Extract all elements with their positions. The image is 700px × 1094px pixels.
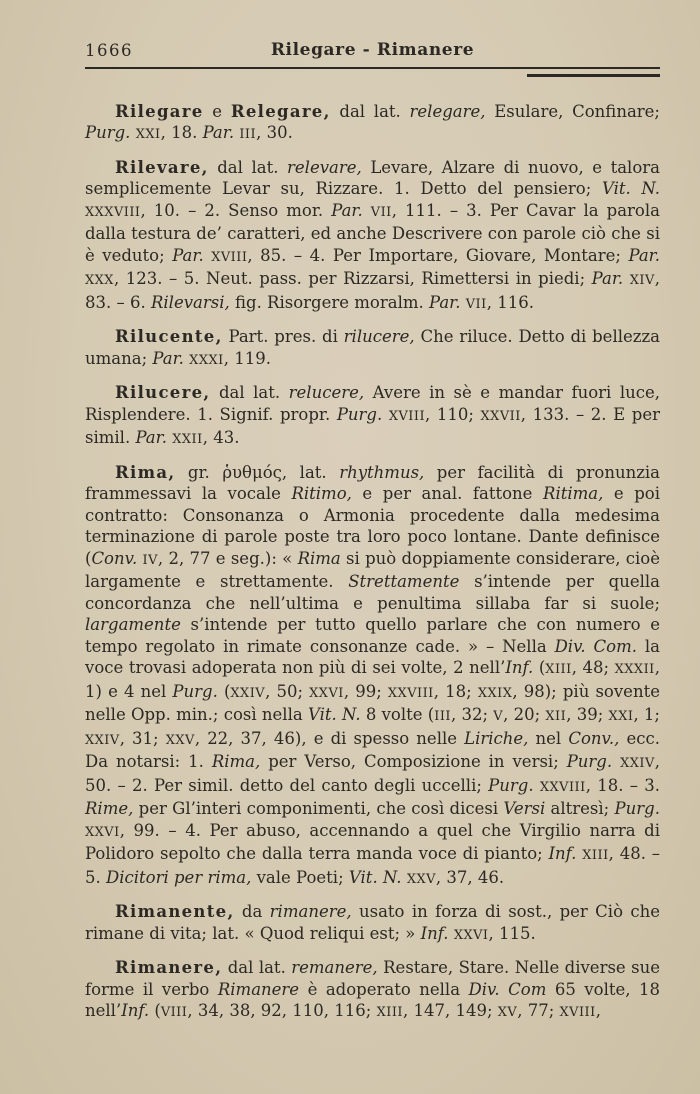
entry-rilucere: Rilucere, dal lat. relucere, Avere in sè e mandar fuori luce, Risplendere. 1. Signif. propr. Purg. XVIII, 110; XXVII, 133. – 2. E per simil. Par. XXII, 43. [85,383,661,447]
page-number: 1666 [85,41,133,60]
entry-rilucente: Rilucente, Part. pres. di rilucere, Che riluce. Detto di bellezza umana; Par. XXXI, 119. [85,327,660,368]
header-rule [85,67,660,69]
entry-rima: Rima, gr. ῥυθμός, lat. rhythmus, per facilità di pronunzia frammessavi la vocale Ritimo, e per anal. fattone Ritima, e poi contratto: Consonanza o Armonia procedente dalla medesima terminazione di parole poste tra loro poco lontane. Dante definisce (Conv. IV, 2, 77 e seg.): « Rima si può doppiamente considerare, cioè largamente e strettamente. Strettamente s’intende per quella concordanza che nell’ultima e penultima sillaba far si suole; largamente s’intende per tutto quello parlare che con numero e tempo regolato in rimate consonanze cade. » – Nella Div. Com. la voce trovasi adoperata non più di sei volte, 2 nell’Inf. (XIII, 48; XXXII, 1) e 4 nel Purg. (XXIV, 50; XXVI, 99; XXVIII, 18; XXIX, 98); più sovente nelle Opp. min.; così nella Vit. N. 8 volte (III, 32; V, 20; XII, 39; XXI, 1; XXIV, 31; XXV, 22, 37, 46), e di spesso nelle Liriche, nel Conv., ecc. Da notarsi: 1. Rima, per Verso, Composizione in versi; Purg. XXIV, 50. – 2. Per simil. detto del canto degli uccelli; Purg. XXVIII, 18. – 3. Rime, per Gl’interi componimenti, che così dicesi Versi altresì; Purg. XXVI, 99. – 4. Per abuso, accennando a quel che Virgilio narra di Polidoro sepolto che dalla terra manda voce di pianto; Inf. XIII, 48. – 5. Dicitori per rima, vale Poeti; Vit. N. XXV, 37, 46. [85,462,661,887]
entry-rilevare: Rilevare, dal lat. relevare, Levare, Alzare di nuovo, e talora semplicemente Levar su, Rizzare. 1. Detto del pensiero; Vit. N. XXXVIII, 10. – 2. Senso mor. Par. VII, 111. – 3. Per Cavar la parola dalla testura de’ caratteri, ed anche Descrivere con parole ciò che si è veduto; Par. XVIII, 85. – 4. Per Importare, Giovare, Montare; Par. XXX, 123. – 5. Neut. pass. per Rizzarsi, Rimettersi in piedi; Par. XIV, 83. – 6. Rilevarsi, fig. Risorgere moralm. Par. VII, 116. [85,157,660,312]
page-header [85,40,660,62]
running-header-title: Rilegare - Rimanere [270,40,475,60]
entry-rilegare: Rilegare e Relegare, dal lat. relegare, Esulare, Confinare; Purg. XXI, 18. Par. III, 30. [85,101,660,142]
entry-rimanere: Rimanere, dal lat. remanere, Restare, Stare. Nelle diverse sue forme il verbo Rimanere è adoperato nella Div. Com 65 volte, 18 nell’Inf. (VIII, 34, 38, 92, 110, 116; XIII, 147, 149; XV, 77; XVIII, [85,958,660,1020]
entries-column [85,101,660,1024]
entry-rimanente: Rimanente, da rimanere, usato in forza di sost., per Ciò che rimane di vita; lat. « Quod reliqui est; » Inf. XXVI, 115. [85,902,661,943]
header-rule-right-segment [527,74,660,77]
